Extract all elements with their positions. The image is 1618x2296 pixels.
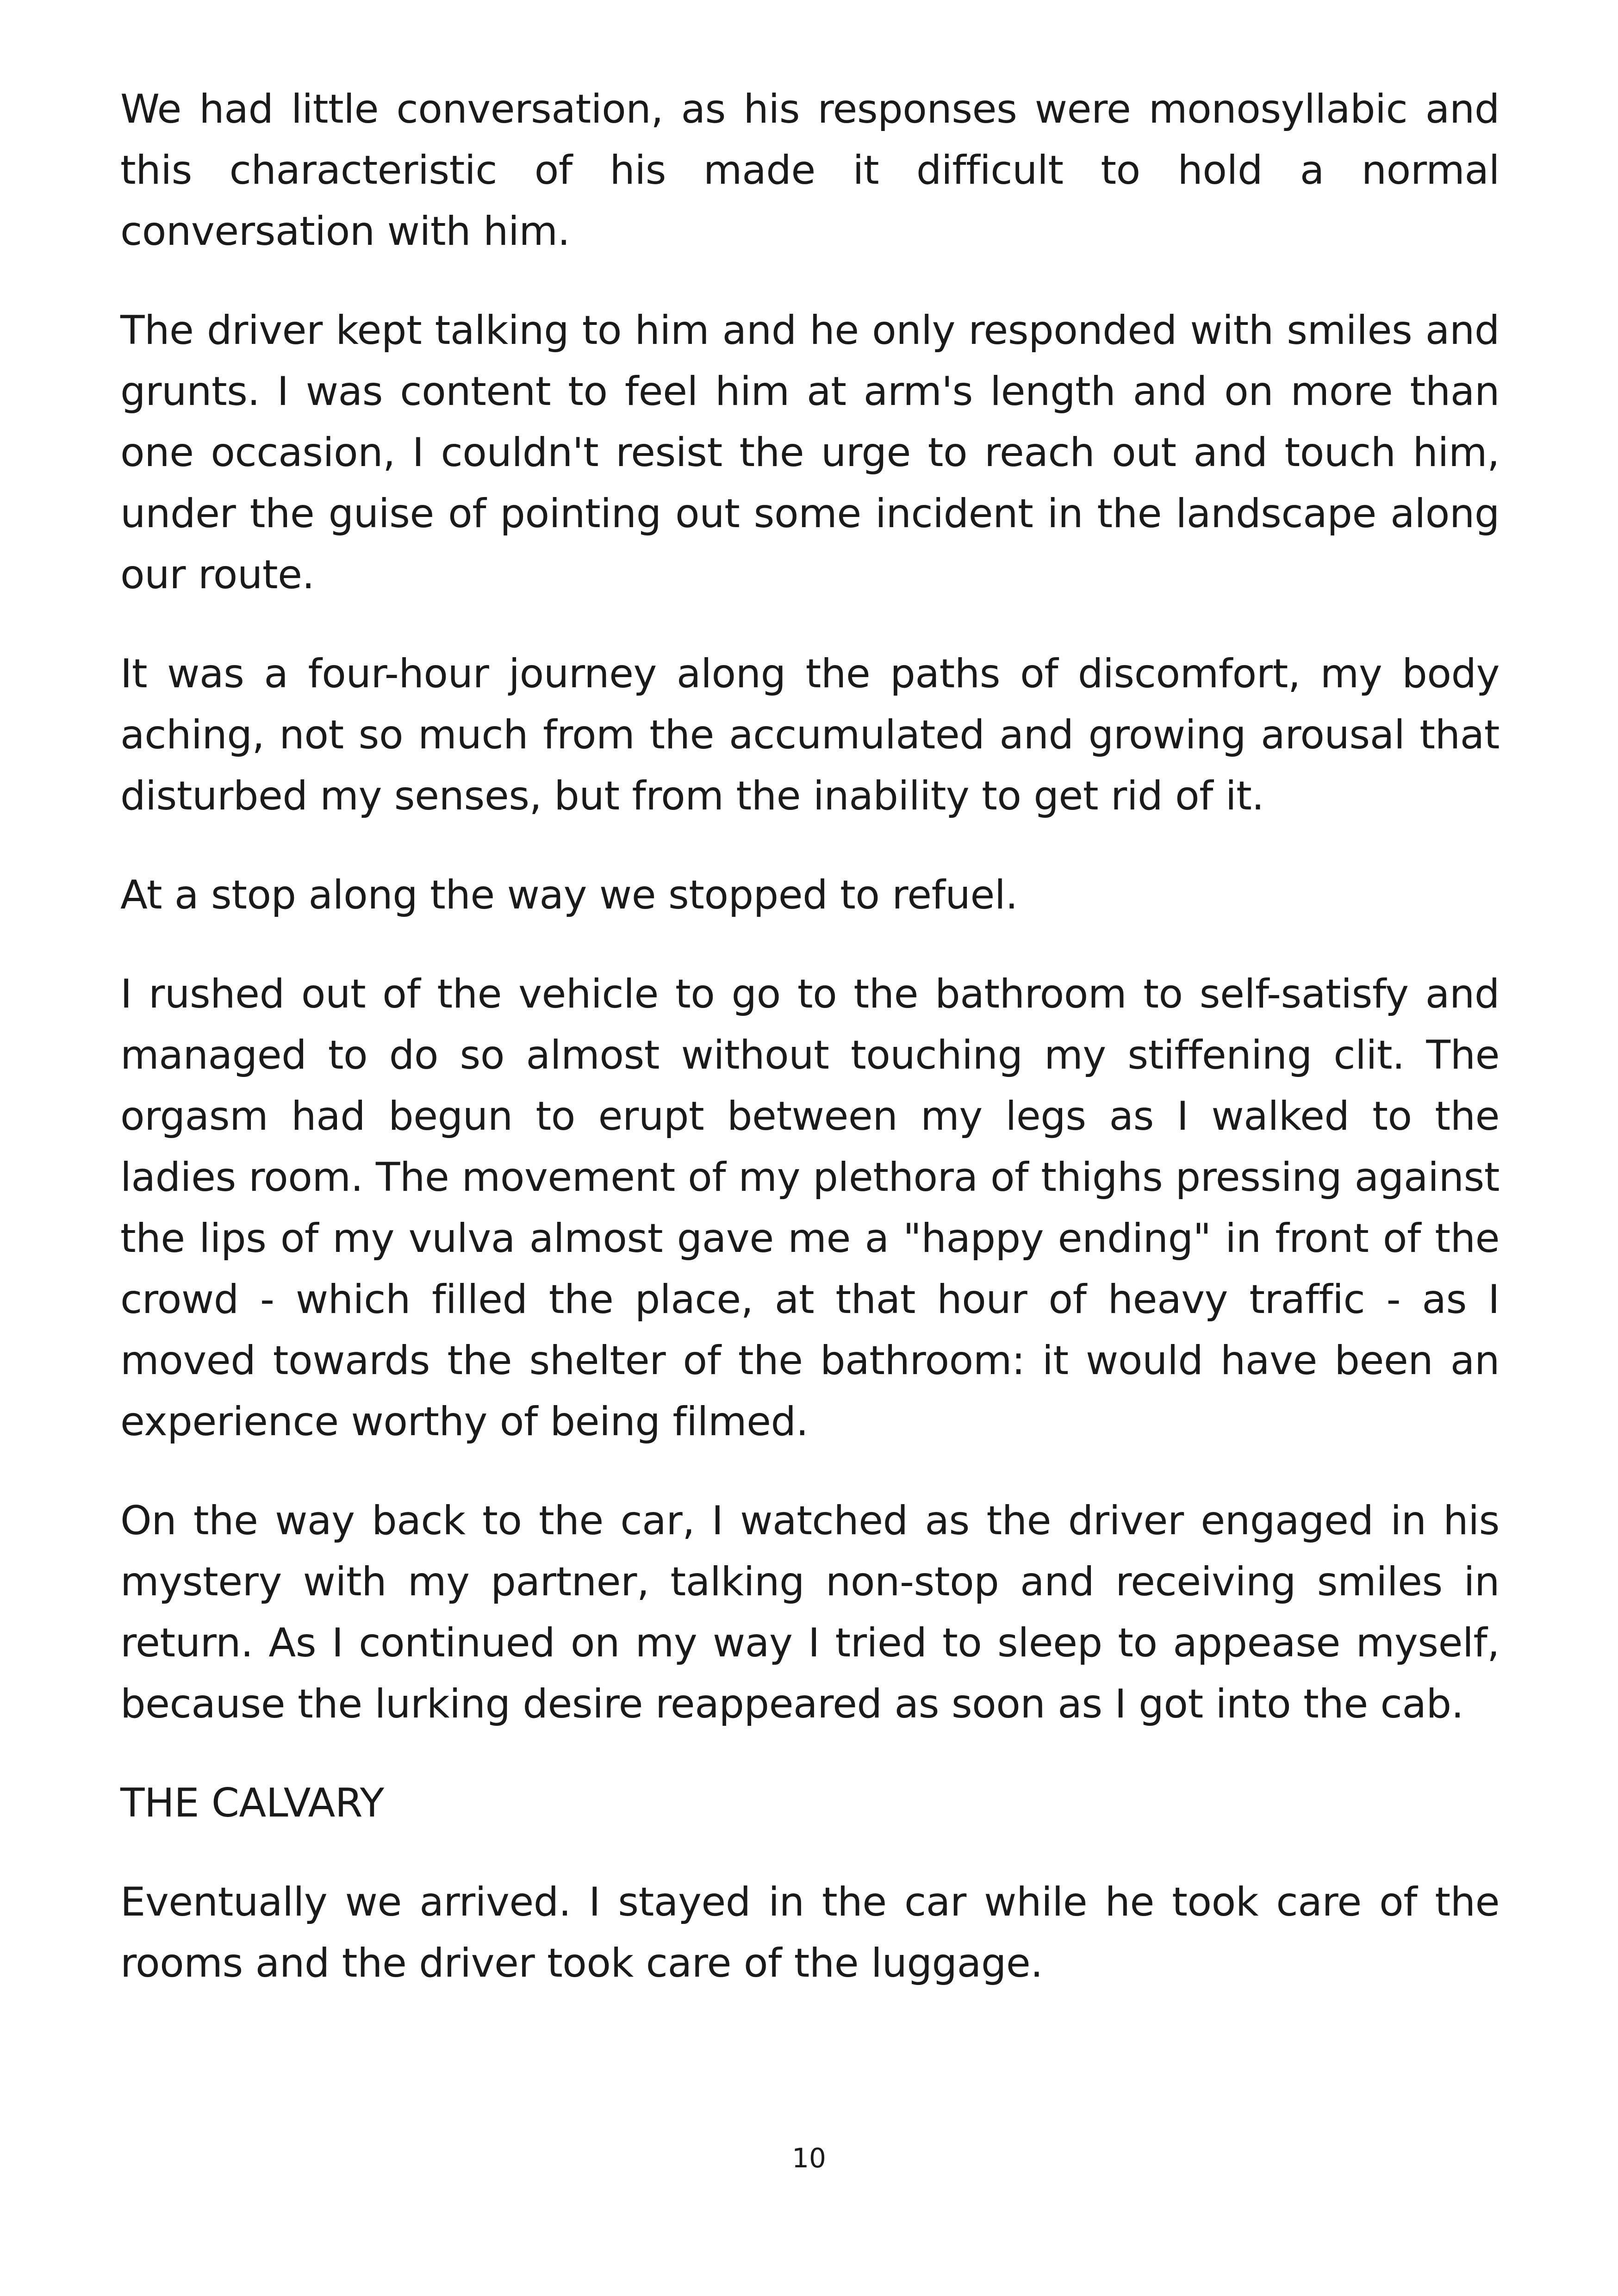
paragraph: Eventually we arrived. I stayed in the car while he took care of the rooms and the driver took care of the luggage. [120, 1879, 1500, 1986]
paragraph: It was a four-hour journey along the paths of discomfort, my body aching, not so much from the accumulated and growing arousal that disturbed my senses, but from the inability to get rid of it. [120, 651, 1500, 819]
section-heading: THE CALVARY [120, 1780, 384, 1826]
paragraph: We had little conversation, as his responses were monosyllabic and this characteristic of his made it difficult to hold a normal conversation with him. [120, 86, 1500, 255]
page-number: 10 [792, 2142, 826, 2174]
paragraph: The driver kept talking to him and he only responded with smiles and grunts. I was content to feel him at arm's length and on more than one occasion, I couldn't resist the urge to reach out and touch him, under the guise of pointing out some incident in the landscape along our route. [120, 307, 1500, 598]
body-text [120, 79, 1500, 2032]
paragraph: At a stop along the way we stopped to refuel. [120, 872, 1018, 918]
paragraph: On the way back to the car, I watched as the driver engaged in his mystery with my partner, talking non-stop and receiving smiles in return. As I continued on my way I tried to sleep to appease myself, because the lurking desire reappeared as soon as I got into the cab. [120, 1498, 1500, 1727]
paragraph: I rushed out of the vehicle to go to the bathroom to self-satisfy and managed to do so almost without touching my stiffening clit. The orgasm had begun to erupt between my legs as I walked to the ladies room. The movement of my plethora of thighs pressing against the lips of my vulva almost gave me a "happy ending" in front of the crowd - which filled the place, at that hour of heavy traffic - as I moved towards the shelter of the bathroom: it would have been an experience worthy of being filmed. [120, 971, 1500, 1445]
